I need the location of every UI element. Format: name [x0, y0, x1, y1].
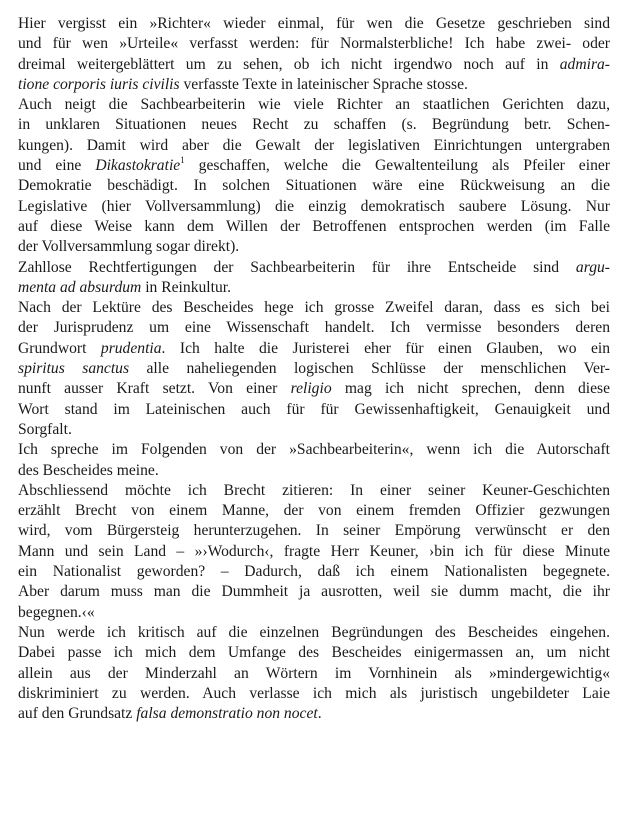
text-segment: nunft ausser Kraft setzt. Von einer: [18, 380, 291, 398]
text-segment: alle naheliegenden logischen Schlüsse der menschlichen Ver-: [129, 360, 610, 378]
text-segment: Legislative (hier Vollversammlung) die einzig demokratisch saubere Lösung. Nur: [18, 197, 610, 215]
text-line: [18, 643, 610, 663]
text-line: [18, 115, 610, 135]
text-segment: begegnen.‹«: [18, 603, 95, 621]
text-segment: kungen). Damit wird aber die Gewalt der legislativen Einrichtungen untergraben: [18, 136, 610, 154]
text-segment: mag ich nicht sprechen, denn diese: [331, 380, 610, 398]
text-segment: und für wen »Urteile« verfasst werden: für Normalsterbliche! Ich habe zwei- oder: [18, 35, 610, 53]
text-line: [18, 136, 610, 156]
text-segment: Zahllose Rechtfertigungen der Sachbearbeiterin für ihre Entscheide sind: [18, 258, 576, 276]
text-segment: Abschliessend möchte ich Brecht zitieren: In einer seiner Keuner-Geschichten: [18, 481, 610, 499]
text-segment: wird, vom Bürgersteig herunterzugehen. In seiner Empörung verwünscht er den: [18, 522, 610, 540]
paragraph: [18, 623, 610, 724]
text-segment: Demokratie beschädigt. In solchen Situationen wäre eine Rückweisung an die: [18, 177, 610, 195]
text-line: [18, 562, 610, 582]
text-segment: dreimal weitergeblättert um zu sehen, ob ich nicht irgendwo noch auf in: [18, 55, 560, 73]
text-line: [18, 623, 610, 643]
italic-text: argu-: [575, 258, 610, 276]
text-line: [18, 359, 610, 379]
text-segment: der Jurisprudenz um eine Wissenschaft handelt. Ich vermisse besonders deren: [18, 319, 610, 337]
paragraph: [18, 481, 610, 623]
text-line: [18, 237, 610, 257]
text-segment: in Reinkultur.: [141, 278, 231, 296]
text-segment: Hier vergisst ein »Richter« wieder einmal, für wen die Gesetze geschrieben sind: [18, 15, 610, 32]
text-line: [18, 461, 610, 481]
paragraph: [18, 14, 610, 95]
italic-text: menta ad absurdum: [18, 278, 142, 296]
text-segment: verfasste Texte in lateinischer Sprache stosse.: [179, 75, 468, 93]
text-line: [18, 156, 610, 176]
text-line: [18, 278, 610, 298]
paragraph: [18, 258, 610, 299]
italic-text: Dikastokratie: [95, 157, 181, 175]
italic-text: spiritus sanctus: [18, 360, 130, 378]
text-line: [18, 217, 610, 237]
text-segment: Nach der Lektüre des Bescheides hege ich grosse Zweifel daran, dass es sich bei: [18, 299, 610, 317]
text-segment: .: [317, 705, 322, 723]
text-segment: in unklaren Situationen neues Recht zu schaffen (s. Begründung betr. Schen-: [18, 116, 610, 134]
text-segment: Wort stand im Lateinischen auch für für Gewissenhaftigkeit, Genauigkeit und: [18, 400, 610, 418]
text-line: [18, 501, 610, 521]
text-segment: auf den Grundsatz: [18, 705, 137, 723]
italic-text: tione corporis iuris civilis: [18, 75, 180, 93]
paragraph: [18, 440, 610, 481]
text-line: [18, 55, 610, 75]
text-segment: und eine: [18, 157, 96, 175]
text-line: [18, 258, 610, 278]
text-line: [18, 420, 610, 440]
text-line: [18, 318, 610, 338]
text-line: [18, 664, 610, 684]
text-segment: Aber darum muss man die Dummheit ja ausrotten, weil sie dumm macht, die ihr: [18, 583, 610, 601]
text-segment: ein Nationalist geworden? – Dadurch, daß ich einem Nationalisten begegnete.: [18, 563, 610, 581]
text-segment: Mann und sein Land – »›Wodurch‹, fragte Herr Keuner, ›bin ich für diese Minute: [18, 542, 610, 560]
text-line: [18, 379, 610, 399]
text-line: [18, 298, 610, 318]
text-segment: Grundwort: [18, 339, 101, 357]
text-line: [18, 339, 610, 359]
text-segment: auf diese Weise kann dem Willen der Betroffenen entsprochen werden (im Falle: [18, 217, 610, 235]
text-segment: allein aus der Minderzahl an Wörtern im Vornhinein als »mindergewichtig«: [18, 664, 610, 682]
text-line: [18, 440, 610, 460]
text-line: [18, 400, 610, 420]
text-segment: diskriminiert zu werden. Auch verlasse ich mich als juristisch ungebildeter Laie: [18, 684, 610, 702]
italic-text: religio: [290, 380, 332, 398]
paragraph: [18, 95, 610, 257]
text-line: [18, 481, 610, 501]
text-segment: Ich spreche im Folgenden von der »Sachbearbeiterin«, wenn ich die Autorschaft: [18, 441, 610, 459]
text-segment: Dabei passe ich mich dem Umfange des Bescheides einigermassen an, um nicht: [18, 644, 610, 662]
text-line: [18, 34, 610, 54]
text-line: [18, 582, 610, 602]
text-segment: . Ich halte die Juristerei eher für einen Glauben, wo ein: [161, 339, 610, 357]
text-segment: Nun werde ich kritisch auf die einzelnen Begründungen des Bescheides eingehen.: [18, 623, 610, 641]
paragraph: [18, 298, 610, 440]
text-segment: Sorgfalt.: [18, 420, 72, 438]
text-line: [18, 14, 610, 34]
text-line: [18, 75, 610, 95]
text-line: [18, 176, 610, 196]
italic-text: prudentia: [100, 339, 162, 357]
text-line: [18, 521, 610, 541]
italic-text: admira-: [559, 55, 610, 73]
text-segment: erzählt Brecht von einem Manne, der von einem fremden Offizier gezwungen: [18, 502, 610, 520]
text-segment: der Vollversammlung sogar direkt).: [18, 238, 240, 256]
text-segment: Auch neigt die Sachbearbeiterin wie viele Richter an staatlichen Gerichten dazu,: [18, 96, 610, 114]
text-segment: des Bescheides meine.: [18, 461, 159, 479]
text-line: [18, 542, 610, 562]
text-line: [18, 603, 610, 623]
text-line: [18, 684, 610, 704]
text-line: [18, 704, 610, 724]
text-line: [18, 197, 610, 217]
text-line: [18, 95, 610, 115]
footnote-marker: 1: [180, 156, 185, 165]
text-segment: geschaffen, welche die Gewaltenteilung als Pfeiler einer: [184, 157, 610, 175]
document-page: [18, 14, 610, 724]
italic-text: falsa demonstratio non nocet: [136, 705, 318, 723]
